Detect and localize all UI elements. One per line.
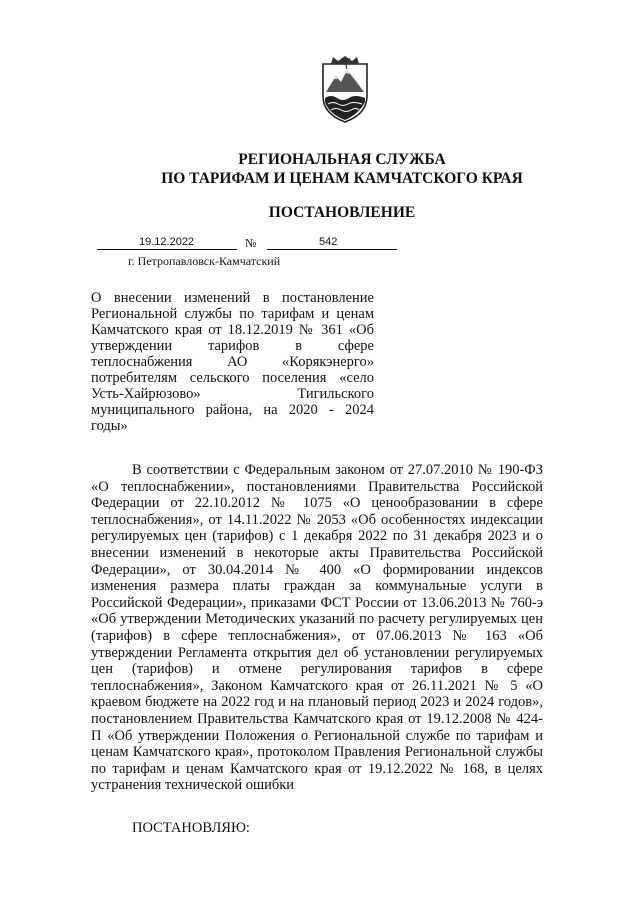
number-sign: № [245, 236, 257, 250]
kamchatka-coat-of-arms-icon [319, 56, 371, 124]
document-type: ПОСТАНОВЛЕНИЕ [268, 204, 416, 221]
preamble-paragraph: В соответствии с Федеральным законом от 27.07.2010 № 190-ФЗ «О теплоснабжении», постановлениями Правительства Российской Федерации от 22.10.2012 № 1075 «О ценообразовании в сфере теплоснабжения», от 14.11.2022 № 2053 «Об особенностях индексации регулируемых цен (тарифов) с 1 декабря 2022 по 31 декабря 2023 и о внесении изменений в некоторые акты Правительства Российской Федерации», от 30.04.2014 № 400 «О формировании индексов изменения размера платы граждан за коммунальные услуги в Российской Федерации», приказами ФСТ России от 13.06.2013 № 760-э «Об утверждении Методических указаний по расчету регулируемых цен (тарифов) в сфере теплоснабжения», от 07.06.2013 № 163 «Об утверждении Регламента открытия дел об установлении регулируемых цен (тарифов) и отмене регулирования тарифов в сфере теплоснабжения», Законом Камчатского края от 26.11.2021 № 5 «О краевом бюджете на 2022 год и на плановый период 2023 и 2024 годов», постановлением Правительства Камчатского края от 19.12.2008 № 424-П «Об утверждении Положения о Региональной службе по тарифам и ценам Камчатского края», протоколом Правления Региональной службы по тарифам и ценам Камчатского края от 19.12.2022 № 168, в целях устранения технической ошибки [91, 462, 543, 794]
number-underline [267, 249, 397, 250]
organization-title-line2: ПО ТАРИФАМ И ЦЕНАМ КАМЧАТСКОГО КРАЯ [161, 170, 523, 187]
date-number-line [97, 236, 397, 254]
document-date: 19.12.2022 [139, 236, 195, 248]
date-underline [97, 249, 237, 250]
city: г. Петропавловск-Камчатский [128, 254, 281, 268]
document-number: 542 [319, 236, 338, 248]
document-subject: О внесении изменений в постановление Региональной службы по тарифам и ценам Камчатского края от 18.12.2019 № 361 «Об утверждении тарифов в сфере теплоснабжения АО «Корякэнерго» потребителям сельского поселения «село Усть-Хайрюзово» Тигильского муниципального района, на 2020 - 2024 годы» [91, 290, 374, 434]
organization-title-line1: РЕГИОНАЛЬНАЯ СЛУЖБА [238, 151, 446, 168]
resolve-heading: ПОСТАНОВЛЯЮ: [132, 820, 250, 836]
